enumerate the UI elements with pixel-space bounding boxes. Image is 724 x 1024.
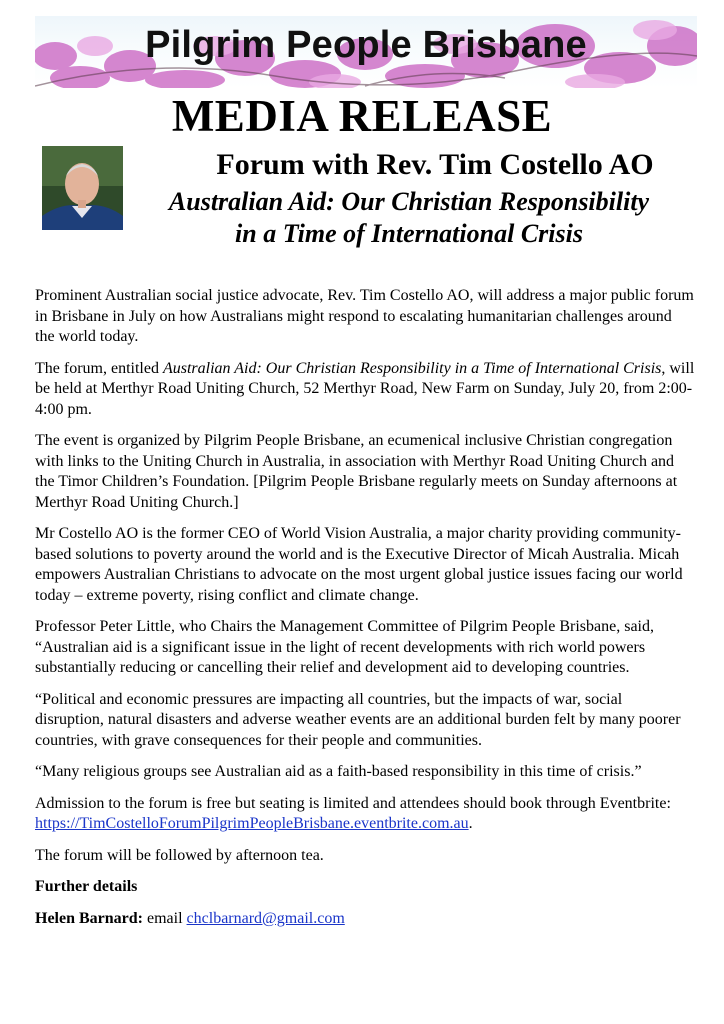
paragraph-organizers: The event is organized by Pilgrim People Brisbane, an ecumenical inclusive Christian congregation with links to the Uniting Church in Australia, in association with Merthyr Road Uniting Church and the Timor Children’s Foundation. [Pilgrim People Brisbane regularly meets on Sunday afternoons at Merthyr Road Uniting Church.] [35, 432, 678, 511]
portrait-photo [42, 146, 123, 230]
contact-line [35, 909, 695, 930]
email-prefix: email [143, 909, 187, 927]
forum-title: Forum with Rev. Tim Costello AO [216, 148, 654, 181]
blossom-banner-image [35, 16, 697, 88]
headline: MEDIA RELEASE [171, 91, 553, 141]
paragraph-quote-2: “Political and economic pressures are impacting all countries, but the impacts of war, social disruption, natural disasters and adverse weather events are an additional burden felt by many poorer countries, with grave consequences for their people and communities. [35, 690, 681, 749]
forum-details-prefix: The forum, entitled [35, 359, 163, 377]
contact-name: Helen Barnard: [35, 909, 143, 927]
further-details-heading [35, 877, 695, 898]
forum-title-italic: Australian Aid: Our Christian Responsibility in a Time of International Crisis [162, 359, 662, 377]
subtitle-line-2: in a Time of International Crisis [235, 219, 583, 248]
forum-details-suffix: , will be held at Merthyr Road Uniting Church, 52 Merthyr Road, New Farm on Sunday, July 20, from 2:00-4:00 pm. [35, 359, 695, 418]
admission-suffix: . [468, 815, 473, 832]
email-link[interactable]: chclbarnard@gmail.com [186, 909, 345, 927]
subtitle-line-1: Australian Aid: Our Christian Responsibility [168, 187, 650, 216]
paragraph-quote-3: “Many religious groups see Australian aid as a faith-based responsibility in this time of crisis.” [35, 763, 642, 780]
release-body [35, 286, 695, 940]
paragraph-intro: Prominent Australian social justice advocate, Rev. Tim Costello AO, will address a major public forum in Brisbane in July on how Australians might respond to escalating humanitarian challenges around the world today. [35, 287, 694, 345]
paragraph-afternoon-tea: The forum will be followed by afternoon tea. [35, 846, 324, 864]
paragraph-speaker-bio: Mr Costello AO is the former CEO of World Vision Australia, a major charity providing community-based solutions to poverty around the world and is the Executive Director of Micah Australia. Micah empowers Australian Christians to advocate on the most urgent global justice issues facing our world today – extreme poverty, rising conflict and climate change. [35, 525, 683, 604]
paragraph-forum-details [35, 359, 695, 421]
paragraph-quote-1: Professor Peter Little, who Chairs the Management Committee of Pilgrim People Brisbane, said, “Australian aid is a significant issue in the light of recent developments with rich world powers substantially reducing or cancelling their relief and development aid to developing countries. [35, 618, 654, 676]
banner-title: Pilgrim People Brisbane [145, 24, 587, 66]
further-details-label: Further details [35, 878, 138, 895]
admission-text: Admission to the forum is free but seating is limited and attendees should book through Eventbrite: [35, 794, 671, 812]
eventbrite-link[interactable]: https://TimCostelloForumPilgrimPeopleBrisbane.eventbrite.com.au [35, 815, 469, 832]
subtitle [120, 186, 698, 250]
paragraph-admission [35, 794, 695, 835]
